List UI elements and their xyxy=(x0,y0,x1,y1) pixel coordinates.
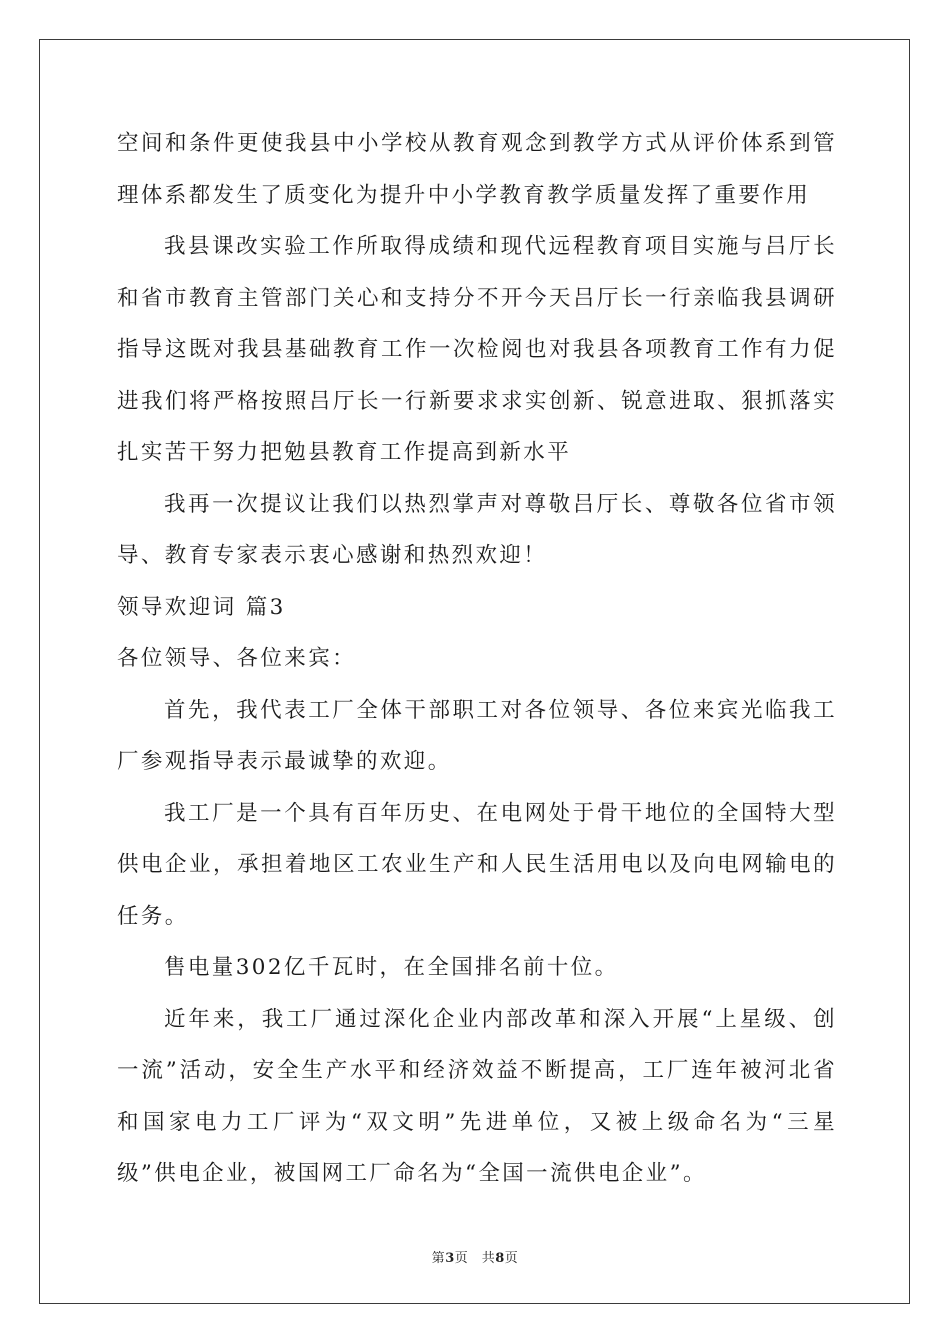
page-number-suffix: 页 xyxy=(504,1251,519,1266)
paragraph-thanks: 我再一次提议让我们以热烈掌声对尊敬吕厅长、尊敬各位省市领导、教育专家表示衷心感谢和热烈欢迎！ xyxy=(117,491,837,568)
page-number-total: 8 xyxy=(495,1251,505,1266)
paragraph-reform-achievements: 我县课改实验工作所取得成绩和现代远程教育项目实施与吕厅长和省市教育主管部门关心和支持分不开今天吕厅长一行亲临我县调研指导这既对我县基础教育工作一次检阅也对我县各项教育工作有力促进我们将严格按照吕厅长一行新要求求实创新、锐意进取、狠抓落实扎实苦干努力把勉县教育工作提高到新水平 xyxy=(117,234,837,465)
document-body xyxy=(117,118,837,1200)
salutation: 各位领导、各位来宾： xyxy=(117,646,357,671)
paragraph-recent-years: 近年来，我工厂通过深化企业内部改革和深入开展“上星级、创一流”活动，安全生产水平和经济效益不断提高，工厂连年被河北省和国家电力工厂评为“双文明”先进单位，又被上级命名为“三星级”供电企业，被国网工厂命名为“全国一流供电企业”。 xyxy=(117,1006,837,1186)
paragraph-welcome: 首先，我代表工厂全体干部职工对各位领导、各位来宾光临我工厂参观指导表示最诚挚的欢迎。 xyxy=(117,697,837,774)
paragraph-continuation: 空间和条件更使我县中小学校从教育观念到教学方式从评价体系到管理体系都发生了质变化为提升中小学教育教学质量发挥了重要作用 xyxy=(117,131,837,208)
page-number-mid: 页 共 xyxy=(454,1251,496,1266)
paragraph-company-intro: 我工厂是一个具有百年历史、在电网处于骨干地位的全国特大型供电企业，承担着地区工农业生产和人民生活用电以及向电网输电的任务。 xyxy=(117,800,837,929)
paragraph-sales: 售电量302亿千瓦时，在全国排名前十位。 xyxy=(164,955,619,980)
page-footer xyxy=(0,1247,950,1266)
section-heading: 领导欢迎词 篇3 xyxy=(117,594,286,620)
page-number-prefix: 第 xyxy=(431,1251,446,1266)
page-number-current: 3 xyxy=(445,1251,455,1266)
